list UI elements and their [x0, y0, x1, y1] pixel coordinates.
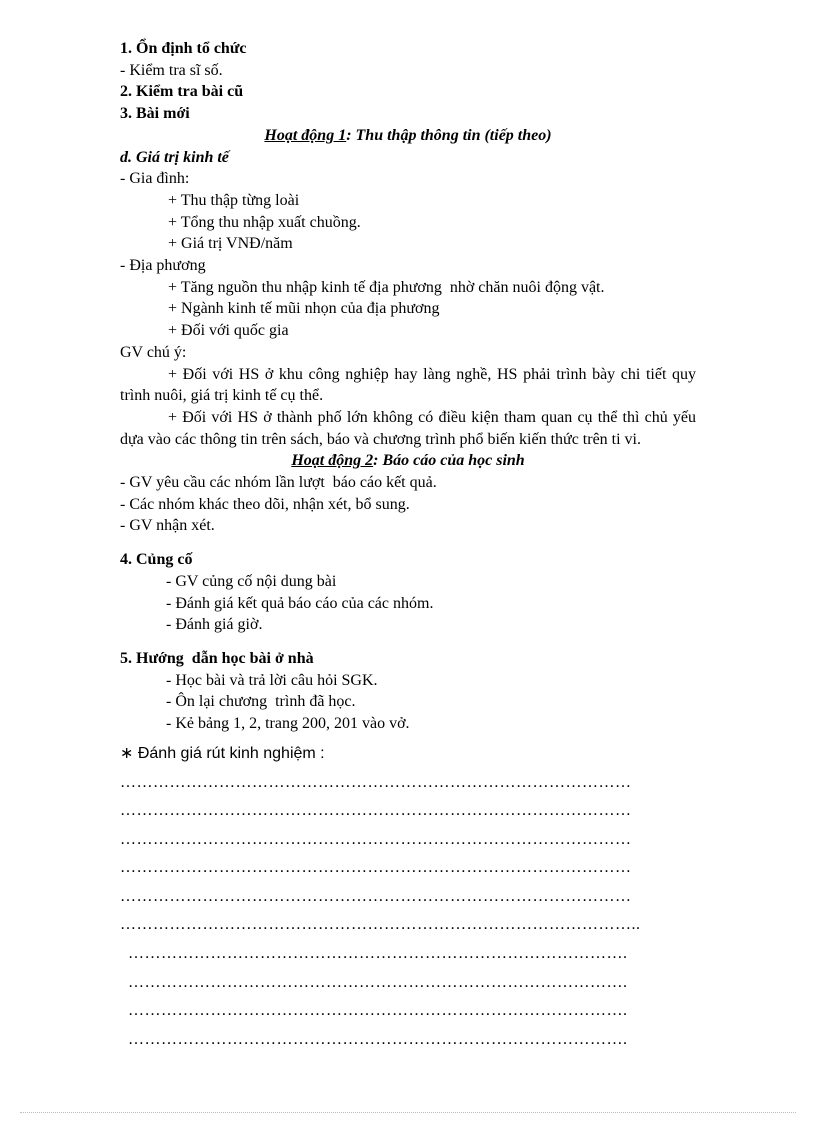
- activity-1-rest: : Thu thập thông tin (tiếp theo): [346, 126, 552, 144]
- homework-item: - Học bài và trả lời câu hỏi SGK.: [166, 671, 378, 689]
- dotted-line: ……………………………………………………………………………….: [128, 973, 628, 991]
- section-5-title: 5. Hướng dẫn học bài ở nhà: [120, 649, 314, 667]
- report-item: - GV yêu cầu các nhóm lần lượt báo cáo kết quả.: [120, 474, 437, 492]
- teacher-note-label: GV chú ý:: [120, 343, 187, 361]
- local-item: + Ngành kinh tế mũi nhọn của địa phương: [168, 300, 440, 318]
- dotted-line: …………………………………………………………………………………..: [120, 916, 641, 934]
- report-item: - Các nhóm khác theo dõi, nhận xét, bổ sung.: [120, 495, 410, 513]
- local-label: - Địa phương: [120, 257, 206, 275]
- activity-2-label: Hoạt động 2: [291, 452, 374, 470]
- dotted-line: ……………………………………………………………………………….: [128, 1002, 628, 1020]
- section-1-item: - Kiểm tra sĩ số.: [120, 61, 223, 79]
- evaluation-lines: [120, 769, 696, 1055]
- activity-1-heading: [120, 125, 696, 147]
- evaluation-heading: ∗ Đánh giá rút kinh nghiệm :: [120, 744, 325, 762]
- family-item: + Giá trị VNĐ/năm: [168, 235, 293, 253]
- dotted-line: ……………………………………………………………………………….: [128, 1030, 628, 1048]
- family-label: - Gia đình:: [120, 170, 190, 188]
- activity-1-label: Hoạt động 1: [264, 126, 347, 144]
- local-item: + Tăng nguồn thu nhập kinh tế địa phương nhờ chăn nuôi động vật.: [168, 278, 605, 296]
- document-content: [120, 38, 696, 1054]
- section-2-title: 2. Kiểm tra bài cũ: [120, 83, 244, 101]
- dotted-line: …………………………………………………………………………………: [120, 887, 632, 905]
- dotted-line: …………………………………………………………………………………: [120, 802, 632, 820]
- local-item: + Đối với quốc gia: [168, 322, 289, 340]
- teacher-note-2: + Đối với HS ở thành phố lớn không có điều kiện tham quan cụ thể thì chủ yếu dựa vào các thông tin trên sách, báo và chương trình phổ biến kiến thức trên ti vi.: [120, 408, 696, 448]
- dotted-line: …………………………………………………………………………………: [120, 773, 632, 791]
- homework-item: - Kẻ bảng 1, 2, trang 200, 201 vào vở.: [166, 715, 410, 733]
- dotted-line: …………………………………………………………………………………: [120, 830, 632, 848]
- section-4-title: 4. Củng cố: [120, 551, 193, 569]
- family-item: + Thu thập từng loài: [168, 191, 300, 209]
- subheading-economic-value: d. Giá trị kinh tế: [120, 148, 229, 166]
- activity-2-rest: : Báo cáo của học sinh: [373, 452, 525, 470]
- section-3-title: 3. Bài mới: [120, 105, 190, 123]
- report-item: - GV nhận xét.: [120, 517, 215, 535]
- spacer: [120, 537, 696, 549]
- dotted-line: ……………………………………………………………………………….: [128, 945, 628, 963]
- teacher-note-1: + Đối với HS ở khu công nghiệp hay làng nghề, HS phải trình bày chi tiết quy trình nuôi, giá trị kinh tế cụ thể.: [120, 365, 696, 405]
- family-item: + Tổng thu nhập xuất chuồng.: [168, 213, 361, 231]
- activity-2-heading: [120, 450, 696, 472]
- page-bottom-border: [20, 1112, 796, 1114]
- section-1-title: 1. Ổn định tổ chức: [120, 40, 247, 57]
- homework-item: - Ôn lại chương trình đã học.: [166, 693, 356, 711]
- dotted-line: …………………………………………………………………………………: [120, 859, 632, 877]
- spacer: [120, 636, 696, 648]
- consolidation-item: - Đánh giá giờ.: [166, 616, 263, 634]
- consolidation-item: - Đánh giá kết quả báo cáo của các nhóm.: [166, 594, 434, 612]
- consolidation-item: - GV củng cố nội dung bài: [166, 572, 337, 590]
